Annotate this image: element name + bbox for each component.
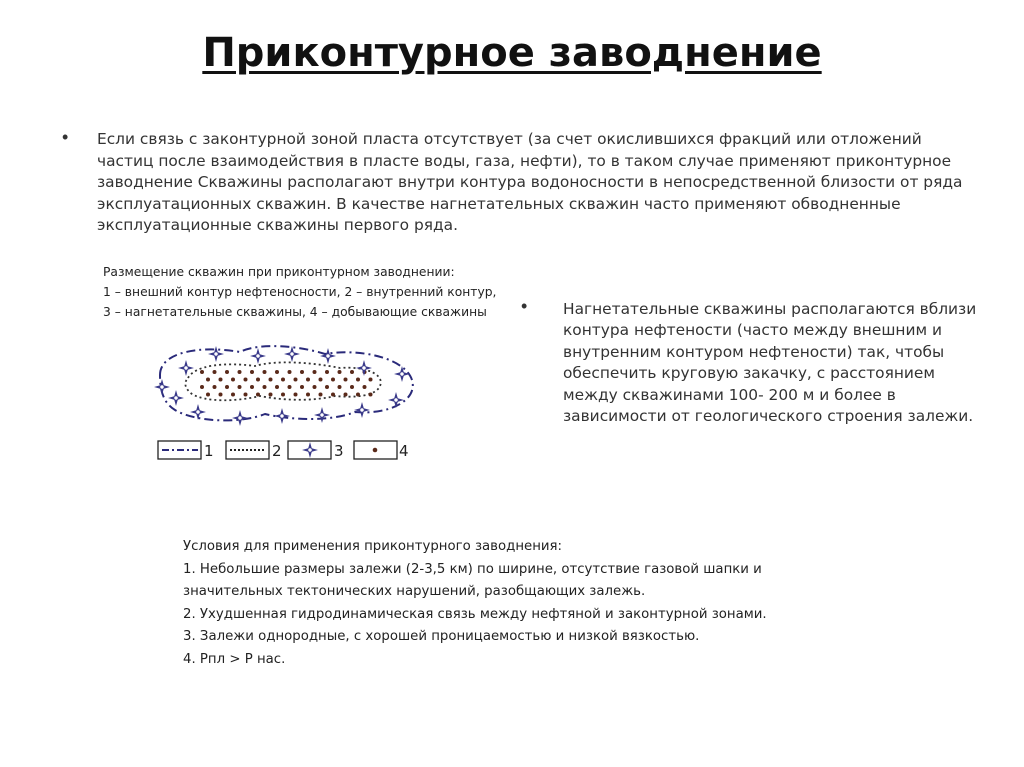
production-well bbox=[263, 385, 267, 389]
production-well bbox=[256, 378, 260, 382]
production-well bbox=[288, 385, 292, 389]
production-well bbox=[331, 393, 335, 397]
production-well bbox=[213, 370, 217, 374]
production-well bbox=[338, 370, 342, 374]
caption-line: 1 – внешний контур нефтеносности, 2 – внутренний контур, bbox=[103, 285, 497, 299]
injection-well bbox=[250, 348, 266, 364]
production-well bbox=[206, 378, 210, 382]
intro-bullet: • bbox=[62, 127, 69, 147]
injection-well bbox=[274, 408, 290, 424]
production-well bbox=[219, 393, 223, 397]
production-well bbox=[231, 378, 235, 382]
production-well bbox=[325, 385, 329, 389]
injection-well bbox=[314, 407, 330, 423]
production-well bbox=[256, 393, 260, 397]
well-placement-diagram bbox=[140, 330, 440, 465]
conditions-block bbox=[183, 536, 903, 672]
production-well bbox=[363, 385, 367, 389]
legend-label-1: 1 bbox=[204, 442, 214, 460]
legend bbox=[158, 441, 409, 460]
production-well bbox=[344, 378, 348, 382]
page-title: Приконтурное заводнение bbox=[202, 30, 822, 76]
production-well bbox=[294, 378, 298, 382]
production-well bbox=[369, 393, 373, 397]
production-well bbox=[238, 385, 242, 389]
production-well bbox=[275, 370, 279, 374]
side-bullet: • bbox=[521, 296, 528, 316]
injection-well bbox=[284, 346, 300, 362]
production-well bbox=[300, 370, 304, 374]
injection-well bbox=[394, 366, 410, 382]
production-well bbox=[331, 378, 335, 382]
production-well bbox=[231, 393, 235, 397]
condition-item: 4. Рпл > Р нас. bbox=[183, 651, 286, 667]
production-well bbox=[344, 393, 348, 397]
caption-line: 3 – нагнетательные скважины, 4 – добывающие скважины bbox=[103, 305, 487, 319]
production-well bbox=[350, 385, 354, 389]
figure-caption bbox=[103, 262, 573, 322]
production-well bbox=[350, 370, 354, 374]
conditions-heading: Условия для применения приконтурного заводнения: bbox=[183, 539, 563, 554]
production-well bbox=[225, 370, 229, 374]
production-well bbox=[263, 370, 267, 374]
injection-wells bbox=[154, 346, 410, 426]
production-well bbox=[238, 370, 242, 374]
production-well bbox=[219, 378, 223, 382]
production-well bbox=[300, 385, 304, 389]
production-well bbox=[356, 393, 360, 397]
legend-label-4: 4 bbox=[399, 442, 409, 460]
side-paragraph: Нагнетательные скважины располагаются вблизи контура нефтености (часто между внешним и внутренним контуром нефтености) так, чтобы обеспечить круговую закачку, с расстоянием между скважинами 100- 200 м и более в зависимости от геологического строения залежи. bbox=[563, 300, 977, 426]
injection-well bbox=[388, 392, 404, 408]
production-well bbox=[313, 370, 317, 374]
condition-item: 1. Небольшие размеры залежи (2-3,5 км) по ширине, отсутствие газовой шапки и bbox=[183, 561, 762, 577]
production-wells bbox=[200, 370, 373, 397]
production-well bbox=[206, 393, 210, 397]
production-well bbox=[281, 378, 285, 382]
production-well bbox=[244, 378, 248, 382]
production-well bbox=[244, 393, 248, 397]
intro-paragraph: Если связь с законтурной зоной пласта отсутствует (за счет окислившихся фракций или отложений частиц после взаимодействия в пласте воды, газа, нефти), то в таком случае применяют приконтурное заводнение Скважины располагают внутри контура водоносности в непосредственной близости от ряда эксплуатационных скважин. В качестве нагнетательных скважин часто применяют обводненные эксплуатационные скважины первого ряда. bbox=[97, 130, 963, 234]
production-well bbox=[319, 378, 323, 382]
caption-line: Размещение скважин при приконтурном заводнении: bbox=[103, 265, 455, 279]
production-well bbox=[213, 385, 217, 389]
injection-well bbox=[208, 346, 224, 362]
production-well bbox=[281, 393, 285, 397]
condition-item: 3. Залежи однородные, с хорошей проницаемостью и низкой вязкостью. bbox=[183, 629, 700, 645]
production-well bbox=[275, 385, 279, 389]
production-well bbox=[319, 393, 323, 397]
condition-item: 2. Ухудшенная гидродинамическая связь между нефтяной и законтурной зонами. bbox=[183, 606, 767, 622]
injection-well bbox=[154, 379, 170, 395]
production-well bbox=[200, 370, 204, 374]
production-well bbox=[269, 393, 273, 397]
production-well bbox=[369, 378, 373, 382]
injection-well bbox=[356, 360, 372, 376]
injection-well bbox=[354, 402, 370, 418]
production-well bbox=[200, 385, 204, 389]
condition-item: значительных тектонических нарушений, разобщающих залежь. bbox=[183, 584, 646, 600]
production-well bbox=[325, 370, 329, 374]
production-well bbox=[250, 370, 254, 374]
production-well bbox=[306, 378, 310, 382]
production-well bbox=[288, 370, 292, 374]
production-well bbox=[225, 385, 229, 389]
production-well bbox=[313, 385, 317, 389]
production-well bbox=[338, 385, 342, 389]
legend-label-2: 2 bbox=[272, 442, 282, 460]
production-well bbox=[306, 393, 310, 397]
production-well bbox=[294, 393, 298, 397]
production-well bbox=[250, 385, 254, 389]
injection-well bbox=[320, 348, 336, 364]
production-well bbox=[269, 378, 273, 382]
legend-label-3: 3 bbox=[334, 442, 344, 460]
injection-well bbox=[168, 390, 184, 406]
production-well bbox=[356, 378, 360, 382]
legend-production-well-icon bbox=[373, 448, 378, 453]
injection-well bbox=[232, 410, 248, 426]
